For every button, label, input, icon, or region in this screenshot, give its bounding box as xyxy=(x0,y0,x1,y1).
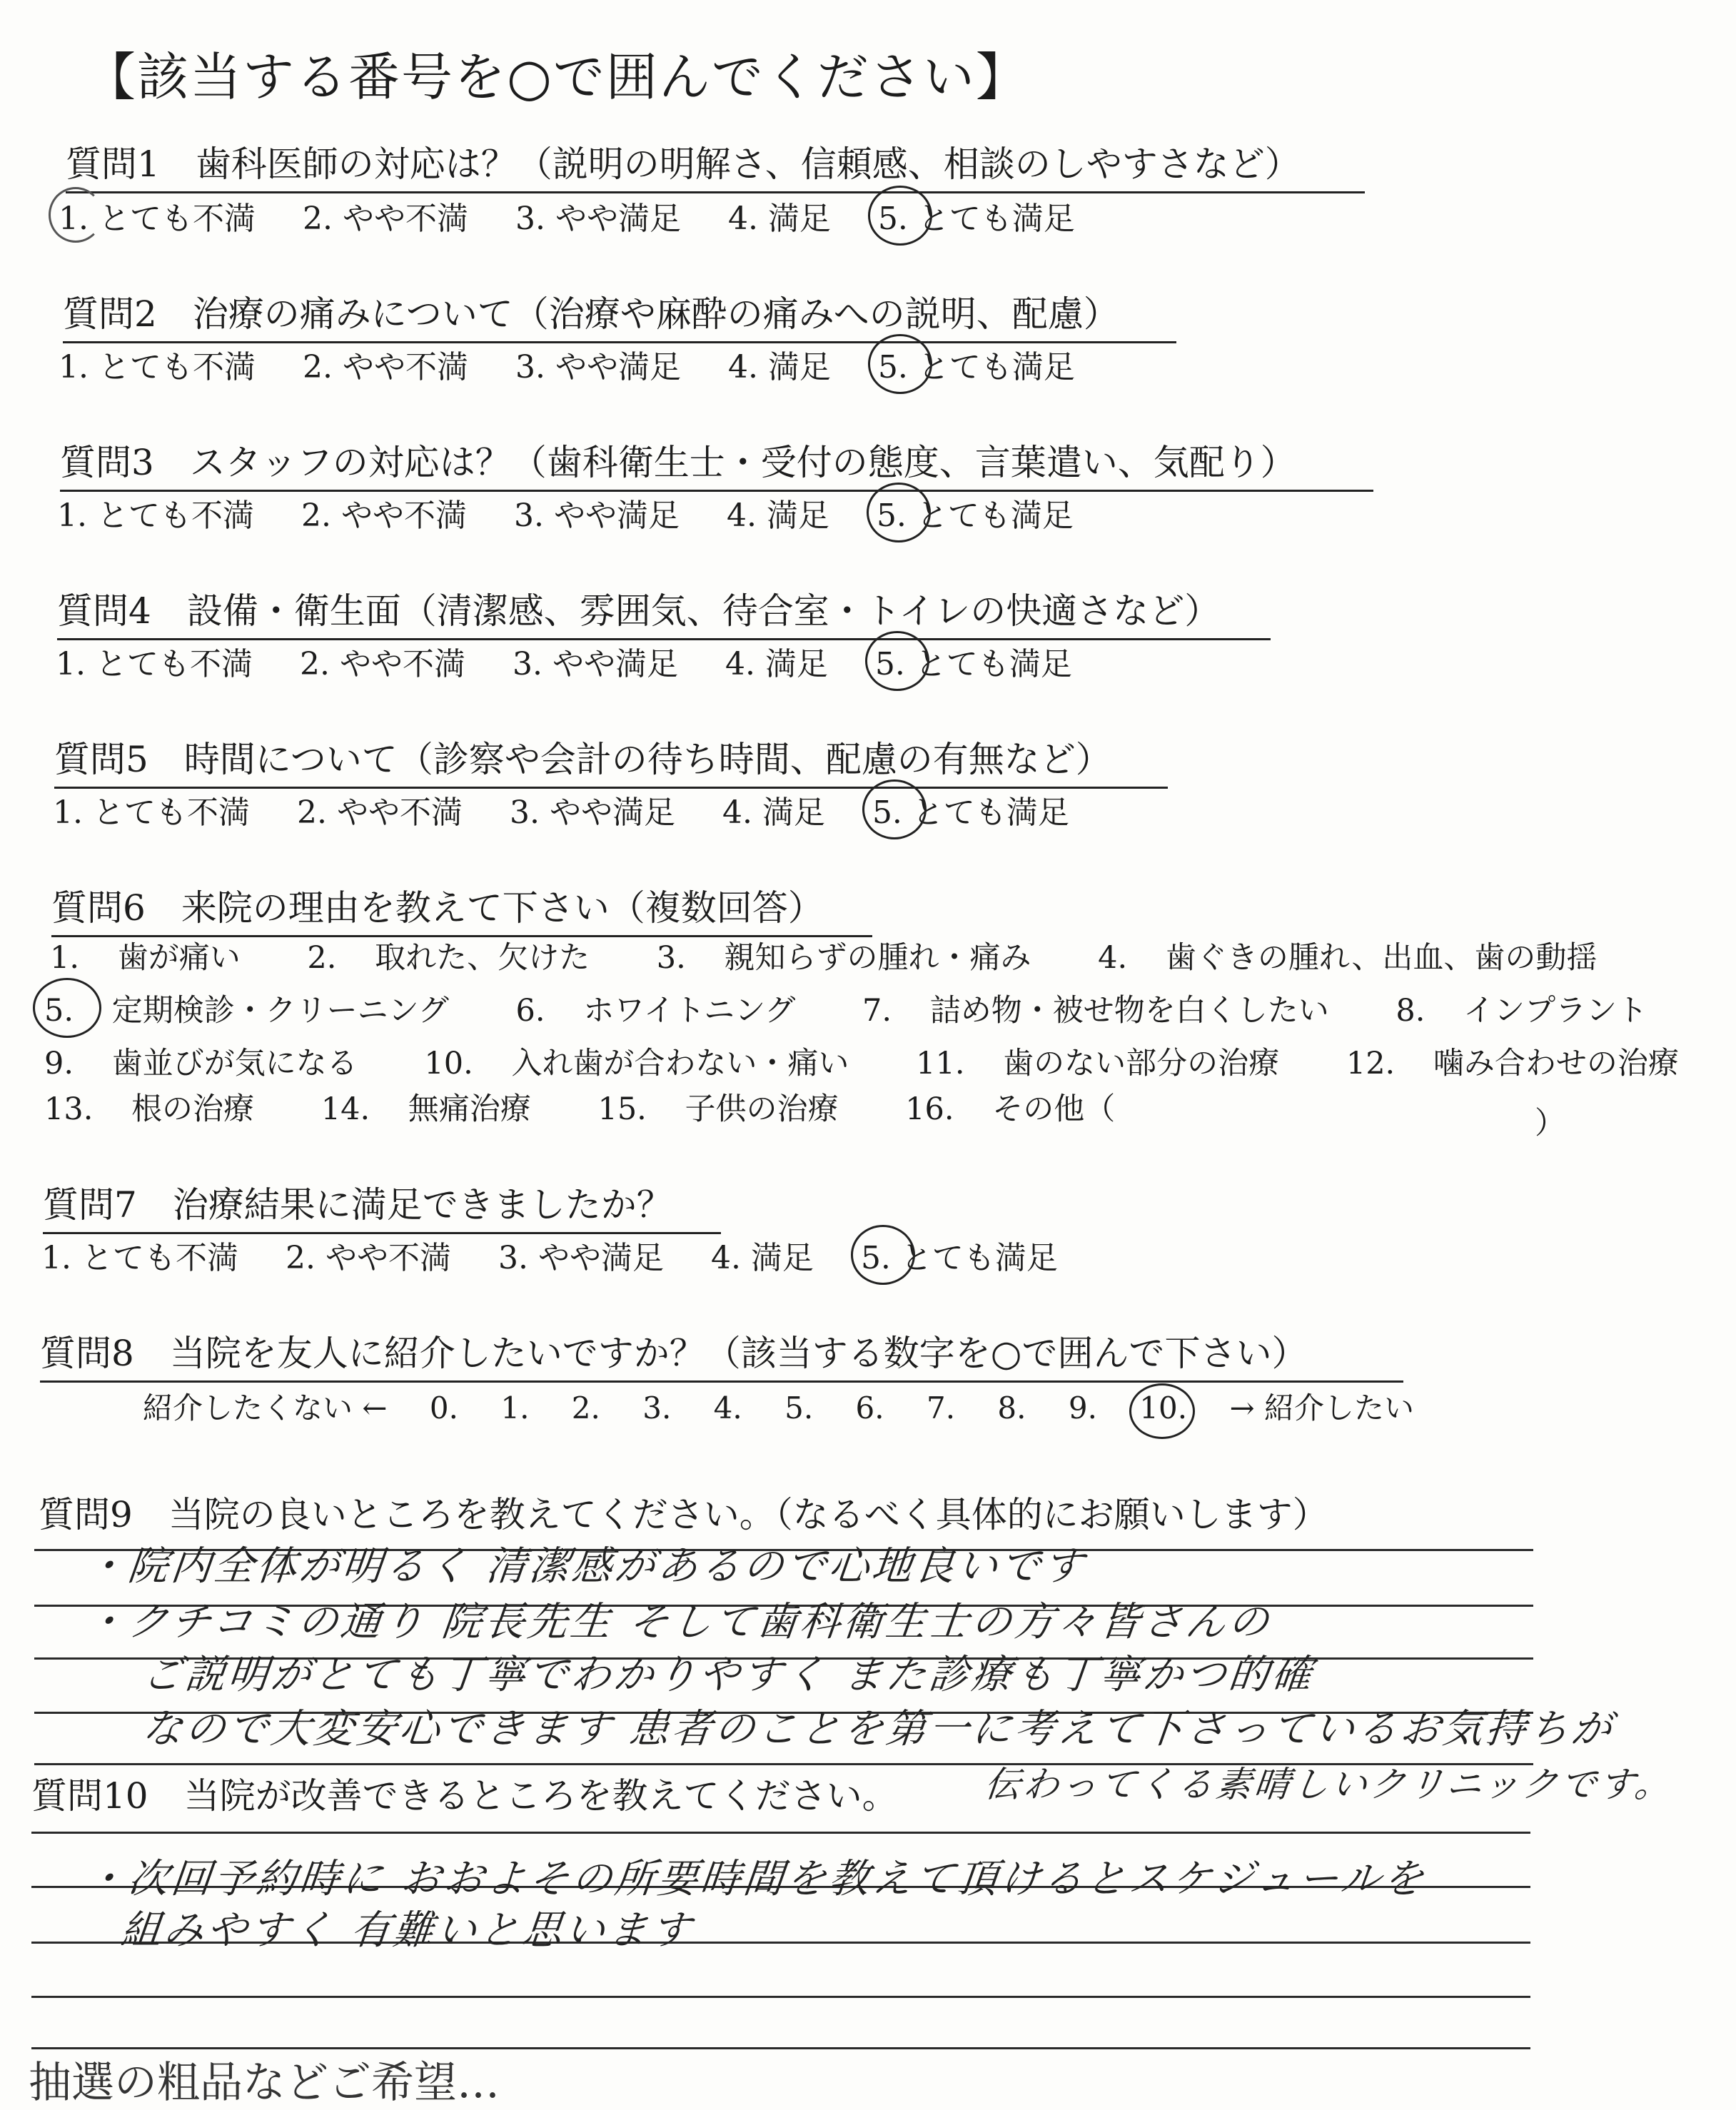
q6-option-13[interactable]: 13. 根の治療 xyxy=(44,1091,255,1127)
q5-option-4[interactable]: 4. 満足 xyxy=(722,794,825,831)
q10-heading xyxy=(31,1767,898,1819)
q9-answer-line-3: ご説明がとても丁寧でわかりやすく また診療も丁寧かつ的確 xyxy=(140,1652,1317,1698)
q9-answer-line-4: なので大変安心できます 患者のことを第一に考えて下さっているお気持ちが xyxy=(140,1706,1617,1752)
q9-answer-line-5: 伝わってくる素晴しいクリニックです。 xyxy=(982,1764,1676,1805)
q10-rule-4 xyxy=(31,1996,1530,1998)
q6-option-6[interactable]: 6. ホワイトニング xyxy=(515,993,796,1029)
q6-row-1 xyxy=(50,934,1654,977)
q6-option-14[interactable]: 14. 無痛治療 xyxy=(321,1091,531,1127)
q2-option-5-selected[interactable]: 5. とても満足 xyxy=(878,341,1075,387)
q9-answer-line-2: ・クチコミの通り 院長先生 そして歯科衛生士の方々皆さんの xyxy=(83,1599,1274,1645)
q5-option-2[interactable]: 2. やや不満 xyxy=(296,794,463,831)
q8-score-1[interactable]: 1. xyxy=(500,1390,530,1425)
q9-answer-line-1: ・院内全体が明るく 清潔感があるので心地良いです xyxy=(83,1543,1089,1590)
q10-rule-1 xyxy=(31,1832,1530,1834)
q3-options xyxy=(57,490,1111,535)
q10-answer-line-2: 組みやすく 有難いと思います xyxy=(118,1907,696,1954)
q10-answer-line-1: ・次回予約時に おおよその所要時間を教えて頂けるとスケジュールを xyxy=(83,1856,1429,1902)
q1-number: 質問1 xyxy=(66,143,160,185)
q6-text: 来院の理由を教えて下さい（複数回答） xyxy=(181,887,824,929)
q4-option-5-selected[interactable]: 5. とても満足 xyxy=(875,638,1072,684)
q4-option-1[interactable]: 1. とても不満 xyxy=(56,646,253,682)
q6-option-16[interactable]: 16. その他（ xyxy=(905,1091,1116,1127)
q4-number: 質問4 xyxy=(57,590,151,632)
q8-score-7[interactable]: 7. xyxy=(926,1390,956,1425)
q3-number: 質問3 xyxy=(60,442,154,483)
q1-options xyxy=(59,193,1112,238)
q7-text: 治療結果に満足できましたか？ xyxy=(172,1184,672,1226)
q5-options xyxy=(53,787,1106,832)
q2-option-2[interactable]: 2. やや不満 xyxy=(302,349,468,385)
q5-option-5-selected[interactable]: 5. とても満足 xyxy=(872,787,1069,832)
q9-number: 質問9 xyxy=(39,1494,133,1535)
q1-option-2[interactable]: 2. やや不満 xyxy=(302,201,468,237)
q8-text: 当院を友人に紹介したいですか？（該当する数字を○で囲んで下さい） xyxy=(169,1333,1308,1374)
q7-option-1[interactable]: 1. とても不満 xyxy=(41,1240,238,1276)
q6-option-15[interactable]: 15. 子供の治療 xyxy=(597,1091,839,1127)
q6-option-7[interactable]: 7. 詰め物・被せ物を白くしたい xyxy=(862,993,1329,1029)
q1-option-5-selected[interactable]: 5. とても満足 xyxy=(878,193,1075,238)
q3-option-4[interactable]: 4. 満足 xyxy=(726,498,829,534)
q2-option-4[interactable]: 4. 満足 xyxy=(727,349,831,385)
q6-row-3 xyxy=(44,1039,1736,1083)
q5-heading xyxy=(54,731,1168,789)
q2-option-3[interactable]: 3. やや満足 xyxy=(515,349,681,385)
q4-options xyxy=(56,638,1109,684)
q6-option-5-selected[interactable]: 5. 定期検診・クリーニング xyxy=(44,986,478,1030)
q3-option-5-selected[interactable]: 5. とても満足 xyxy=(877,490,1074,535)
q8-score-5[interactable]: 5. xyxy=(784,1390,814,1425)
q5-number: 質問5 xyxy=(54,739,148,780)
q4-option-3[interactable]: 3. やや満足 xyxy=(512,646,678,682)
page-title: 【該当する番号を○で囲んでください】 xyxy=(84,47,1029,107)
q4-option-4[interactable]: 4. 満足 xyxy=(725,646,828,682)
q6-option-12[interactable]: 12. 噛み合わせの治療 xyxy=(1346,1046,1679,1081)
q7-option-2[interactable]: 2. やや不満 xyxy=(285,1240,451,1276)
q6-row-4 xyxy=(44,1085,1172,1129)
q10-number: 質問10 xyxy=(31,1775,148,1817)
q8-score-2[interactable]: 2. xyxy=(571,1390,600,1425)
q7-options xyxy=(41,1232,1095,1278)
q2-heading xyxy=(63,286,1176,343)
q8-score-4[interactable]: 4. xyxy=(713,1390,742,1425)
q8-score-10-selected[interactable]: 10. xyxy=(1139,1390,1188,1425)
q6-option-3[interactable]: 3. 親知らずの腫れ・痛み xyxy=(656,940,1031,976)
q6-other-close-paren: ） xyxy=(1535,1106,1565,1141)
q6-heading xyxy=(51,879,872,937)
q5-text: 時間について（診察や会計の待ち時間、配慮の有無など） xyxy=(183,739,1111,780)
q8-right-label: → 紹介したい xyxy=(1229,1390,1414,1425)
q6-option-1[interactable]: 1. 歯が痛い xyxy=(50,940,241,976)
q3-option-1[interactable]: 1. とても不満 xyxy=(57,498,254,534)
q6-option-11[interactable]: 11. 歯のない部分の治療 xyxy=(916,1046,1280,1081)
q6-option-9[interactable]: 9. 歯並びが気になる xyxy=(44,1046,358,1081)
footer-partial-text: 抽選の粗品などご希望… xyxy=(29,2058,500,2108)
q6-number: 質問6 xyxy=(51,887,146,929)
q5-option-1[interactable]: 1. とても不満 xyxy=(53,794,250,831)
q7-number: 質問7 xyxy=(43,1184,137,1226)
q8-scale xyxy=(143,1385,1447,1428)
q7-option-5-selected[interactable]: 5. とても満足 xyxy=(861,1232,1058,1278)
q4-text: 設備・衛生面（清潔感、雰囲気、待合室・トイレの快適さなど） xyxy=(186,590,1221,632)
q8-score-6[interactable]: 6. xyxy=(855,1390,884,1425)
q3-heading xyxy=(60,434,1373,492)
q3-option-2[interactable]: 2. やや不満 xyxy=(301,498,467,534)
q2-number: 質問2 xyxy=(63,293,157,335)
q9-heading xyxy=(39,1486,1328,1538)
q6-row-2 xyxy=(44,986,1705,1030)
q1-option-1[interactable]: 1. とても不満 xyxy=(59,193,256,238)
q7-option-3[interactable]: 3. やや満足 xyxy=(498,1240,664,1276)
q8-score-3[interactable]: 3. xyxy=(642,1390,672,1425)
q6-option-4[interactable]: 4. 歯ぐきの腫れ、出血、歯の動揺 xyxy=(1098,940,1598,976)
q1-option-4[interactable]: 4. 満足 xyxy=(727,201,831,237)
q8-heading xyxy=(40,1325,1403,1383)
q7-option-4[interactable]: 4. 満足 xyxy=(710,1240,814,1276)
q2-options xyxy=(59,341,1112,387)
q1-option-3[interactable]: 3. やや満足 xyxy=(515,201,681,237)
q6-option-2[interactable]: 2. 取れた、欠けた xyxy=(307,940,590,976)
q5-option-3[interactable]: 3. やや満足 xyxy=(509,794,675,831)
q1-heading xyxy=(66,136,1365,193)
q3-option-3[interactable]: 3. やや満足 xyxy=(513,498,680,534)
q8-score-0[interactable]: 0. xyxy=(429,1390,458,1425)
q2-text: 治療の痛みについて（治療や麻酔の痛みへの説明、配慮） xyxy=(192,293,1119,335)
q8-score-8[interactable]: 8. xyxy=(997,1390,1026,1425)
q10-text: 当院が改善できるところを教えてください。 xyxy=(183,1775,898,1817)
q6-option-10[interactable]: 10. 入れ歯が合わない・痛い xyxy=(424,1046,849,1081)
q9-text: 当院の良いところを教えてください。（なるべく具体的にお願いします） xyxy=(168,1494,1328,1535)
q8-number: 質問8 xyxy=(40,1333,134,1374)
q7-heading xyxy=(43,1176,721,1234)
q8-left-label: 紹介したくない ← xyxy=(143,1390,388,1425)
q4-heading xyxy=(57,582,1271,640)
q4-option-2[interactable]: 2. やや不満 xyxy=(299,646,465,682)
q6-option-8[interactable]: 8. インプラント xyxy=(1396,993,1648,1029)
q1-text: 歯科医師の対応は？（説明の明解さ、信頼感、相談のしやすさなど） xyxy=(195,143,1301,185)
q3-text: スタッフの対応は？（歯科衛生士・受付の態度、言葉遣い、気配り） xyxy=(189,442,1296,483)
q8-score-9[interactable]: 9. xyxy=(1068,1390,1097,1425)
q2-option-1[interactable]: 1. とても不満 xyxy=(59,349,256,385)
